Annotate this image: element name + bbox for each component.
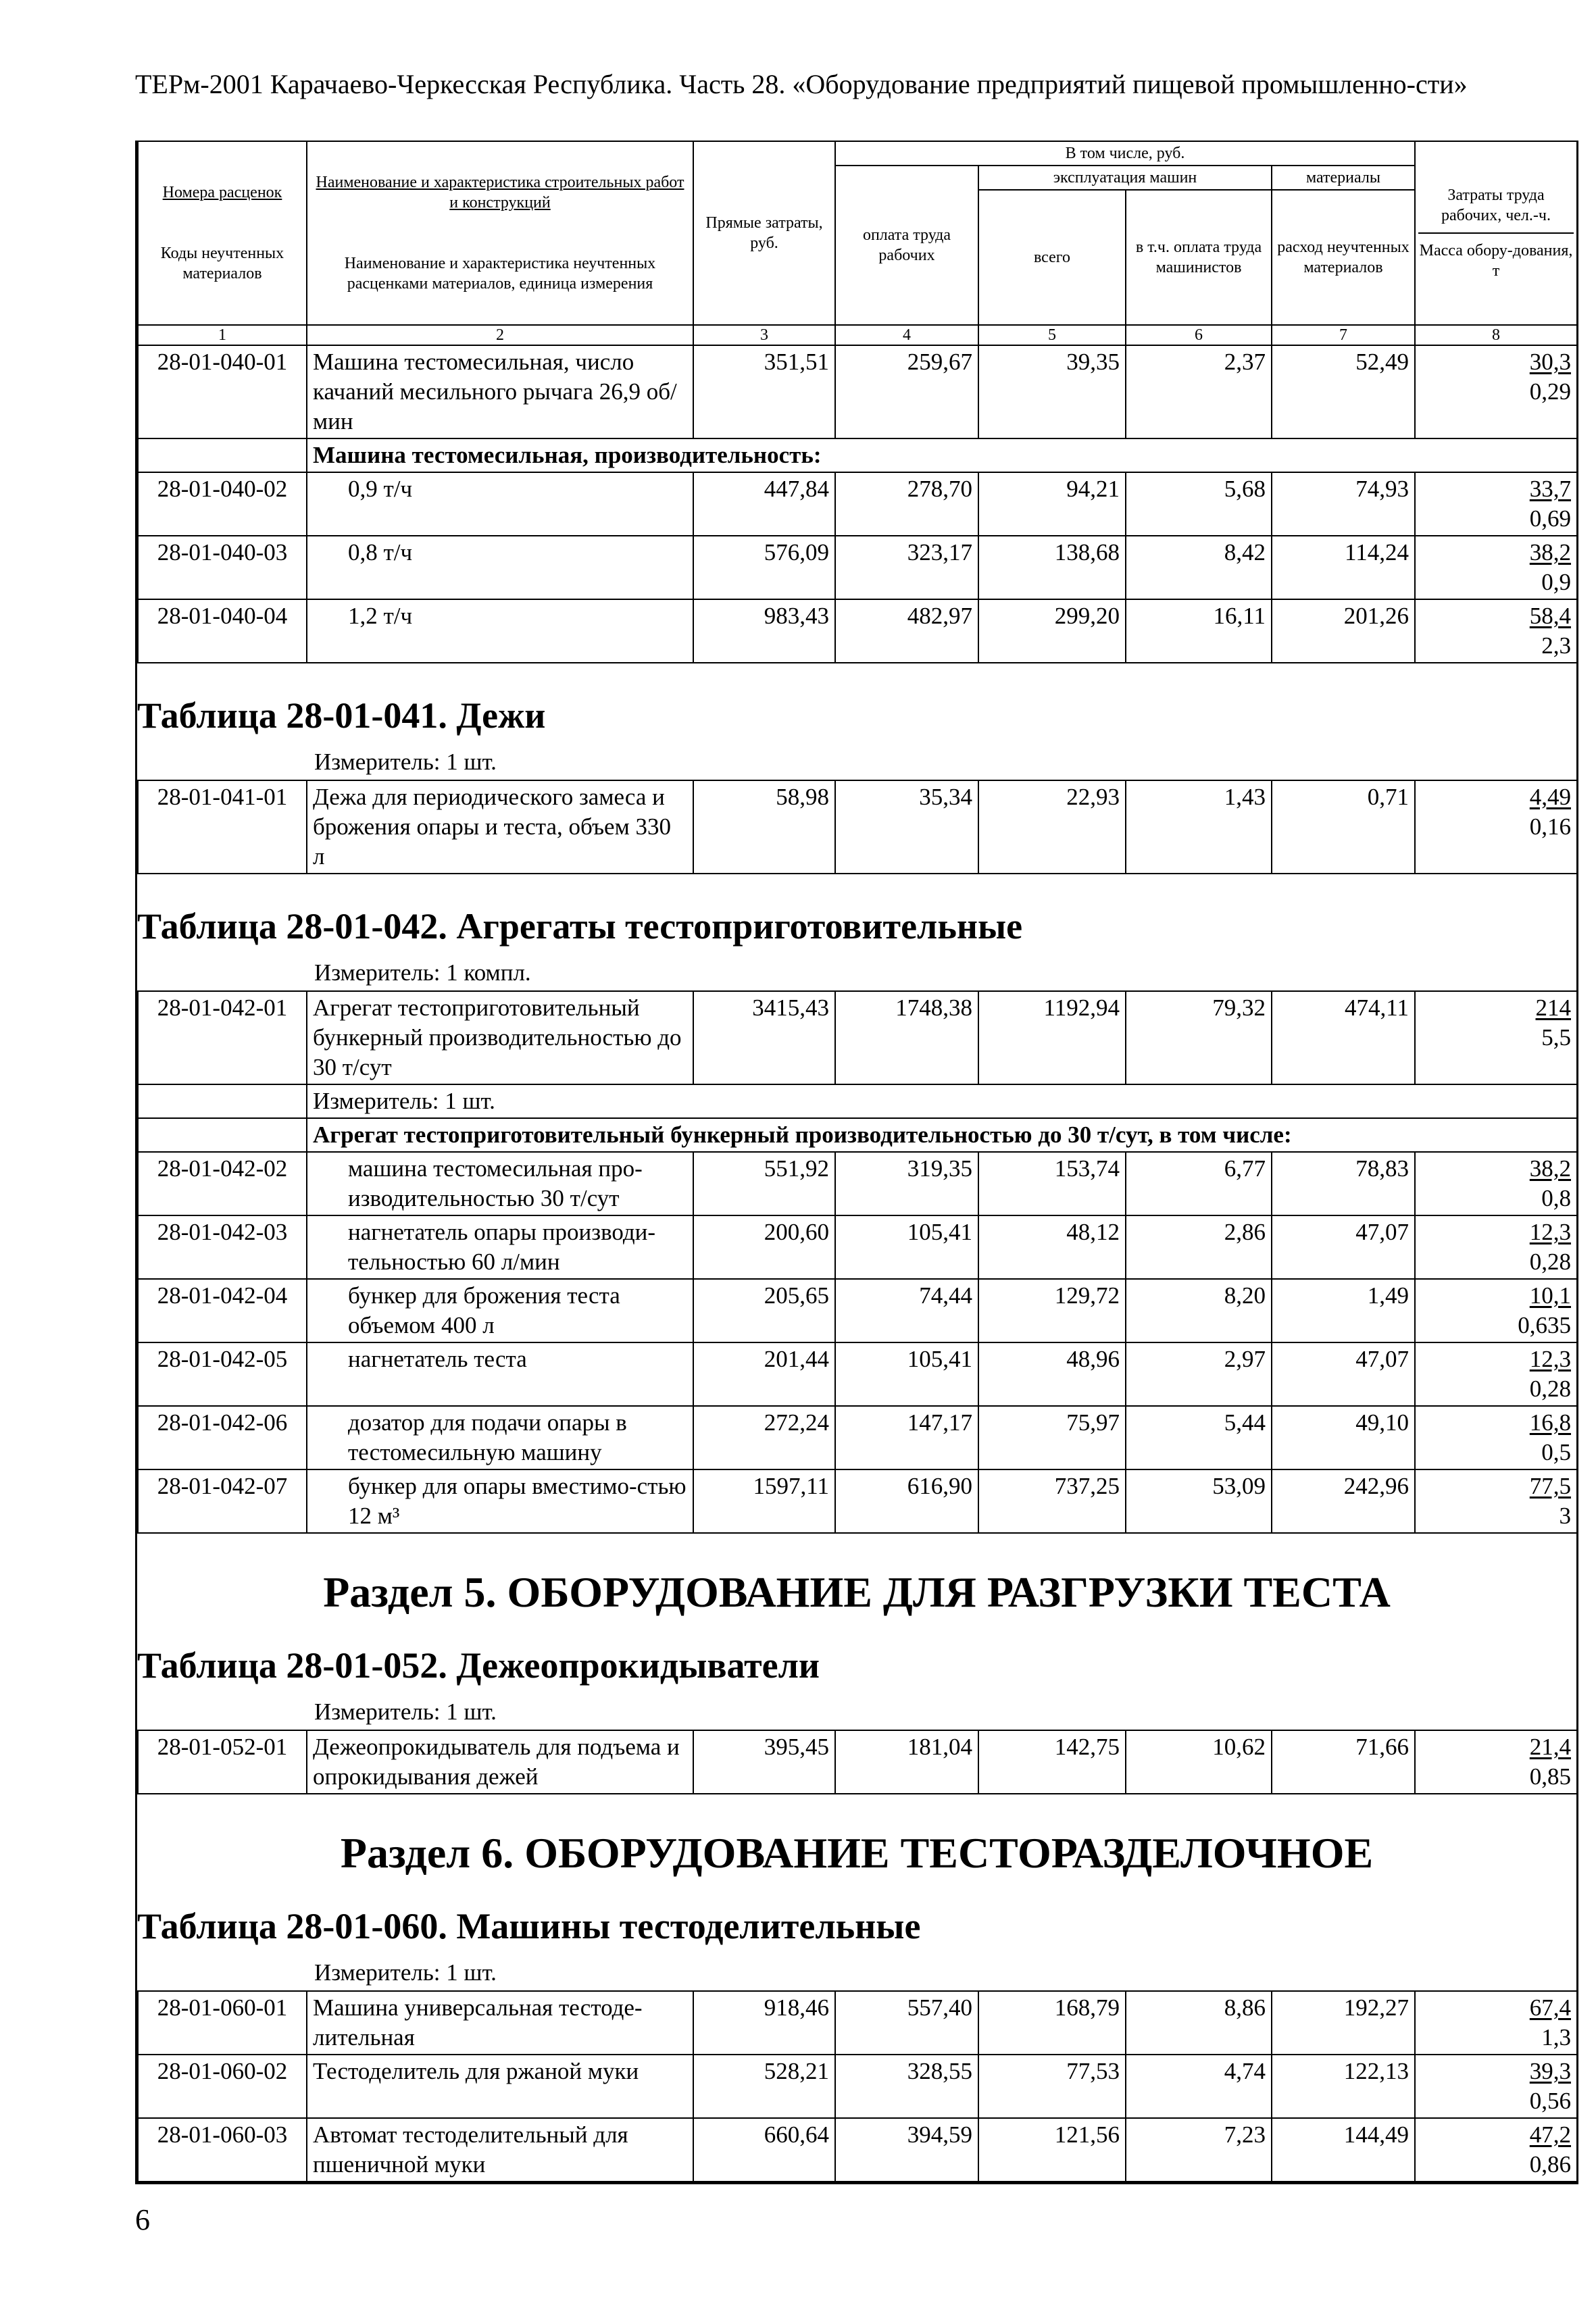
header-col8-top: Затраты труда рабочих, чел.-ч. <box>1441 186 1551 224</box>
table-052-measure: Измеритель: 1 шт. <box>314 1699 497 1725</box>
table-row <box>138 1469 1577 1533</box>
rate-labor: 12,3 <box>1529 1219 1571 1245</box>
rate-name: Тестоделитель для ржаной муки <box>307 2055 693 2118</box>
rate-wages: 105,41 <box>835 1342 978 1406</box>
index-row <box>138 325 1577 345</box>
subheader-text: Агрегат тестоприготовительный бункерный производительностью до 30 т/сут, в том числе: <box>307 1118 1577 1152</box>
rate-direct-cost: 395,45 <box>693 1730 835 1794</box>
rate-direct-cost: 551,92 <box>693 1152 835 1215</box>
rates-header-table <box>137 141 1578 663</box>
rate-operators: 79,32 <box>1126 991 1272 1084</box>
rate-materials: 122,13 <box>1272 2055 1415 2118</box>
rate-machines: 77,53 <box>978 2055 1126 2118</box>
rate-labor: 16,8 <box>1529 1409 1571 1436</box>
rate-labor-mass <box>1415 2055 1577 2118</box>
rate-mass: 0,29 <box>1529 378 1571 405</box>
table-row <box>138 780 1577 874</box>
rate-machines: 1192,94 <box>978 991 1126 1084</box>
rate-materials: 242,96 <box>1272 1469 1415 1533</box>
header-machines: эксплуатация машин <box>978 166 1272 190</box>
section5-title: Раздел 5. ОБОРУДОВАНИЕ ДЛЯ РАЗГРУЗКИ ТЕСТА <box>323 1568 1391 1616</box>
rate-labor-mass <box>1415 345 1577 438</box>
rate-labor: 38,2 <box>1529 1155 1571 1182</box>
rate-direct-cost: 447,84 <box>693 472 835 536</box>
rate-labor-mass <box>1415 1991 1577 2055</box>
rate-labor-mass <box>1415 536 1577 599</box>
rate-code: 28-01-040-01 <box>138 345 307 438</box>
rates-table <box>137 780 1578 874</box>
rate-labor-mass <box>1415 1730 1577 1794</box>
rate-operators: 8,20 <box>1126 1279 1272 1342</box>
section5 <box>137 1534 1576 1794</box>
table-block <box>137 874 1576 1534</box>
rates-document <box>135 141 1578 2184</box>
table-row <box>138 1342 1577 1406</box>
rate-mass: 0,86 <box>1529 2151 1571 2178</box>
rate-operators: 2,86 <box>1126 1215 1272 1279</box>
rate-wages: 323,17 <box>835 536 978 599</box>
rate-materials: 0,71 <box>1272 780 1415 874</box>
rate-machines: 121,56 <box>978 2118 1126 2182</box>
rate-machines: 75,97 <box>978 1406 1126 1469</box>
rate-mass: 1,3 <box>1541 2024 1571 2051</box>
table-row <box>138 536 1577 599</box>
rate-wages: 482,97 <box>835 599 978 663</box>
rate-code: 28-01-042-04 <box>138 1279 307 1342</box>
rate-code: 28-01-060-03 <box>138 2118 307 2182</box>
header-col2-top: Наименование и характеристика строительных работ и конструкций <box>316 174 684 211</box>
rate-labor-mass <box>1415 1279 1577 1342</box>
rate-labor-mass <box>1415 472 1577 536</box>
section6-title: Раздел 6. ОБОРУДОВАНИЕ ТЕСТОРАЗДЕЛОЧНОЕ <box>340 1829 1374 1877</box>
rate-labor-mass <box>1415 1152 1577 1215</box>
rate-labor: 77,5 <box>1529 1473 1571 1499</box>
rate-wages: 278,70 <box>835 472 978 536</box>
page-title: ТЕРм-2001 Карачаево-Черкесская Республика. Часть 28. «Оборудование предприятий пищевой промышленно-сти» <box>135 69 1468 99</box>
rate-labor-mass <box>1415 991 1577 1084</box>
rate-machines: 48,12 <box>978 1215 1126 1279</box>
table-060-title: Таблица 28-01-060. Машины тестоделительные <box>137 1906 921 1946</box>
rate-direct-cost: 205,65 <box>693 1279 835 1342</box>
rate-mass: 0,28 <box>1529 1249 1571 1275</box>
rate-machines: 94,21 <box>978 472 1126 536</box>
rate-labor: 10,1 <box>1529 1282 1571 1309</box>
column-index: 7 <box>1272 325 1415 345</box>
header-materials: материалы <box>1272 166 1415 190</box>
rate-wages: 105,41 <box>835 1215 978 1279</box>
rate-direct-cost: 3415,43 <box>693 991 835 1084</box>
table-row <box>138 2118 1577 2182</box>
header-wages: оплата труда рабочих <box>835 166 978 325</box>
table-row <box>138 1991 1577 2055</box>
rate-mass: 0,56 <box>1529 2088 1571 2114</box>
rate-mass: 0,9 <box>1541 569 1571 595</box>
rate-direct-cost: 983,43 <box>693 599 835 663</box>
rates-group-040 <box>138 345 1577 663</box>
rate-code: 28-01-040-03 <box>138 536 307 599</box>
table-row <box>138 1279 1577 1342</box>
rate-wages: 259,67 <box>835 345 978 438</box>
rate-labor: 214 <box>1535 995 1571 1021</box>
rate-direct-cost: 660,64 <box>693 2118 835 2182</box>
rate-operators: 4,74 <box>1126 2055 1272 2118</box>
table-row <box>138 599 1577 663</box>
rate-wages: 74,44 <box>835 1279 978 1342</box>
rate-wages: 328,55 <box>835 2055 978 2118</box>
header-names <box>307 141 693 325</box>
rate-operators: 7,23 <box>1126 2118 1272 2182</box>
measure-spacer <box>138 1084 307 1118</box>
rate-materials: 144,49 <box>1272 2118 1415 2182</box>
rate-labor-mass <box>1415 780 1577 874</box>
rate-direct-cost: 528,21 <box>693 2055 835 2118</box>
rate-materials: 114,24 <box>1272 536 1415 599</box>
rate-code: 28-01-052-01 <box>138 1730 307 1794</box>
rate-name: Дежеопрокидыватель для подъема и опрокидывания дежей <box>307 1730 693 1794</box>
table-measure: Измеритель: 1 шт. <box>314 749 497 775</box>
rate-machines: 39,35 <box>978 345 1126 438</box>
rate-operators: 2,97 <box>1126 1342 1272 1406</box>
table-060 <box>137 1990 1578 2182</box>
table-060-measure: Измеритель: 1 шт. <box>314 1959 497 1986</box>
rate-materials: 78,83 <box>1272 1152 1415 1215</box>
header-including: В том числе, руб. <box>835 141 1415 166</box>
rate-labor: 39,3 <box>1529 2058 1571 2084</box>
column-index-row <box>138 325 1577 345</box>
column-index: 8 <box>1415 325 1577 345</box>
rate-materials: 47,07 <box>1272 1342 1415 1406</box>
header-direct-costs: Прямые затраты, руб. <box>693 141 835 325</box>
rate-code: 28-01-042-05 <box>138 1342 307 1406</box>
table-row <box>138 1152 1577 1215</box>
rate-machines: 138,68 <box>978 536 1126 599</box>
rate-wages: 181,04 <box>835 1730 978 1794</box>
rate-materials: 201,26 <box>1272 599 1415 663</box>
column-index: 5 <box>978 325 1126 345</box>
rate-code: 28-01-040-04 <box>138 599 307 663</box>
rate-direct-cost: 201,44 <box>693 1342 835 1406</box>
rate-machines: 153,74 <box>978 1152 1126 1215</box>
rate-mass: 0,16 <box>1529 813 1571 840</box>
table-measure: Измеритель: 1 компл. <box>314 959 531 986</box>
table-title: Таблица 28-01-042. Агрегаты тестоприготовительные <box>137 906 1023 947</box>
rate-code: 28-01-042-03 <box>138 1215 307 1279</box>
rate-operators: 5,68 <box>1126 472 1272 536</box>
rate-labor: 58,4 <box>1529 603 1571 629</box>
rate-materials: 49,10 <box>1272 1406 1415 1469</box>
header-col1-top: Номера расценок <box>162 184 282 201</box>
rate-labor: 4,49 <box>1529 784 1571 810</box>
rate-labor: 12,3 <box>1529 1346 1571 1372</box>
rate-materials: 52,49 <box>1272 345 1415 438</box>
rates-table <box>137 990 1578 1534</box>
table-row <box>138 1730 1577 1794</box>
rate-operators: 10,62 <box>1126 1730 1272 1794</box>
rate-name: 0,8 т/ч <box>307 536 693 599</box>
header-codes <box>138 141 307 325</box>
rate-labor-mass <box>1415 1469 1577 1533</box>
header-machines-total: всего <box>978 190 1126 325</box>
rate-labor-mass <box>1415 1342 1577 1406</box>
rate-code: 28-01-041-01 <box>138 780 307 874</box>
table-title: Таблица 28-01-041. Дежи <box>137 695 546 736</box>
rate-materials: 47,07 <box>1272 1215 1415 1279</box>
header-operators: в т.ч. оплата труда машинистов <box>1126 190 1272 325</box>
rate-operators: 5,44 <box>1126 1406 1272 1469</box>
rate-labor-mass <box>1415 1215 1577 1279</box>
rate-operators: 1,43 <box>1126 780 1272 874</box>
rate-machines: 129,72 <box>978 1279 1126 1342</box>
rate-machines: 168,79 <box>978 1991 1126 2055</box>
header-labor-mass <box>1415 141 1577 325</box>
rate-wages: 147,17 <box>835 1406 978 1469</box>
rate-direct-cost: 576,09 <box>693 536 835 599</box>
rate-wages: 319,35 <box>835 1152 978 1215</box>
rate-code: 28-01-042-07 <box>138 1469 307 1533</box>
table-row <box>138 2055 1577 2118</box>
rate-materials: 474,11 <box>1272 991 1415 1084</box>
column-index: 3 <box>693 325 835 345</box>
rate-name: Агрегат тестоприготовительный бункерный производительностью до 30 т/сут <box>307 991 693 1084</box>
rate-labor-mass <box>1415 599 1577 663</box>
rate-machines: 737,25 <box>978 1469 1126 1533</box>
header-materials-unaccounted: расход неучтенных материалов <box>1272 190 1415 325</box>
table-row <box>138 1406 1577 1469</box>
rate-mass: 0,8 <box>1541 1185 1571 1211</box>
rate-labor-mass <box>1415 1406 1577 1469</box>
rate-operators: 16,11 <box>1126 599 1272 663</box>
table-block <box>137 663 1576 874</box>
table-052 <box>137 1730 1578 1794</box>
rate-materials: 74,93 <box>1272 472 1415 536</box>
rate-operators: 2,37 <box>1126 345 1272 438</box>
table-row <box>138 472 1577 536</box>
rate-mass: 5,5 <box>1541 1024 1571 1051</box>
rate-operators: 8,42 <box>1126 536 1272 599</box>
measure-row <box>138 1084 1577 1118</box>
rate-name: Автомат тестоделительный для пшеничной муки <box>307 2118 693 2182</box>
header-col8-bottom: Масса обору-дования, т <box>1419 242 1573 280</box>
rate-name: Машина тестомесильная, число качаний месильного рычага 26,9 об/мин <box>307 345 693 438</box>
rate-code: 28-01-060-01 <box>138 1991 307 2055</box>
rate-name: бункер для брожения теста объемом 400 л <box>307 1279 693 1342</box>
rate-name: нагнетатель опары производи-тельностью 60 л/мин <box>307 1215 693 1279</box>
subheader-spacer <box>138 438 307 472</box>
subheader-row <box>138 1118 1577 1152</box>
rate-name: нагнетатель теста <box>307 1342 693 1406</box>
rate-labor: 47,2 <box>1529 2121 1571 2148</box>
rate-labor: 33,7 <box>1529 476 1571 502</box>
rate-machines: 299,20 <box>978 599 1126 663</box>
rate-operators: 8,86 <box>1126 1991 1272 2055</box>
rate-mass: 2,3 <box>1541 632 1571 659</box>
rate-materials: 192,27 <box>1272 1991 1415 2055</box>
column-index: 1 <box>138 325 307 345</box>
rate-operators: 6,77 <box>1126 1152 1272 1215</box>
rate-code: 28-01-042-01 <box>138 991 307 1084</box>
rate-wages: 616,90 <box>835 1469 978 1533</box>
rate-name: машина тестомесильная про-изводительностью 30 т/сут <box>307 1152 693 1215</box>
rate-mass: 0,85 <box>1529 1763 1571 1790</box>
rate-machines: 48,96 <box>978 1342 1126 1406</box>
subheader-spacer <box>138 1118 307 1152</box>
rate-wages: 394,59 <box>835 2118 978 2182</box>
rate-labor: 67,4 <box>1529 1994 1571 2021</box>
rate-machines: 22,93 <box>978 780 1126 874</box>
column-index: 4 <box>835 325 978 345</box>
subheader-text: Машина тестомесильная, производительность: <box>307 438 1577 472</box>
table-row <box>138 345 1577 438</box>
rate-mass: 3 <box>1559 1503 1571 1529</box>
rate-direct-cost: 351,51 <box>693 345 835 438</box>
rate-mass: 0,5 <box>1541 1439 1571 1465</box>
rate-name: Дежа для периодического замеса и брожения опары и теста, объем 330 л <box>307 780 693 874</box>
rate-labor: 21,4 <box>1529 1734 1571 1760</box>
rate-direct-cost: 58,98 <box>693 780 835 874</box>
rate-name: Машина универсальная тестоде-лительная <box>307 1991 693 2055</box>
rate-materials: 71,66 <box>1272 1730 1415 1794</box>
rate-wages: 557,40 <box>835 1991 978 2055</box>
tables-container <box>137 663 1576 1534</box>
rate-name: бункер для опары вместимо-стью 12 м³ <box>307 1469 693 1533</box>
rate-materials: 1,49 <box>1272 1279 1415 1342</box>
rate-direct-cost: 1597,11 <box>693 1469 835 1533</box>
table-052-title: Таблица 28-01-052. Дежеопрокидыватели <box>137 1645 820 1686</box>
rate-mass: 0,635 <box>1518 1312 1571 1338</box>
rate-wages: 1748,38 <box>835 991 978 1084</box>
rate-direct-cost: 918,46 <box>693 1991 835 2055</box>
rate-name: 0,9 т/ч <box>307 472 693 536</box>
subheader-row <box>138 438 1577 472</box>
rate-wages: 35,34 <box>835 780 978 874</box>
rate-labor: 38,2 <box>1529 539 1571 565</box>
rate-code: 28-01-060-02 <box>138 2055 307 2118</box>
rate-labor: 30,3 <box>1529 349 1571 375</box>
header-col1-bottom: Коды неучтенных материалов <box>160 245 284 282</box>
rate-labor-mass <box>1415 2118 1577 2182</box>
section6 <box>137 1794 1576 2182</box>
rate-machines: 142,75 <box>978 1730 1126 1794</box>
table-row <box>138 991 1577 1084</box>
rate-direct-cost: 272,24 <box>693 1406 835 1469</box>
rate-mass: 0,69 <box>1529 505 1571 532</box>
rate-code: 28-01-042-06 <box>138 1406 307 1469</box>
rate-name: дозатор для подачи опары в тестомесильную машину <box>307 1406 693 1469</box>
rate-name: 1,2 т/ч <box>307 599 693 663</box>
column-index: 6 <box>1126 325 1272 345</box>
rate-direct-cost: 200,60 <box>693 1215 835 1279</box>
header-col2-bottom: Наименование и характеристика неучтенных расценками материалов, единица измерения <box>344 255 656 293</box>
rate-code: 28-01-042-02 <box>138 1152 307 1215</box>
page-number: 6 <box>135 2203 150 2236</box>
rate-code: 28-01-040-02 <box>138 472 307 536</box>
column-index: 2 <box>307 325 693 345</box>
measure-text: Измеритель: 1 шт. <box>307 1084 1577 1118</box>
rate-operators: 53,09 <box>1126 1469 1272 1533</box>
table-row <box>138 1215 1577 1279</box>
rate-mass: 0,28 <box>1529 1376 1571 1402</box>
